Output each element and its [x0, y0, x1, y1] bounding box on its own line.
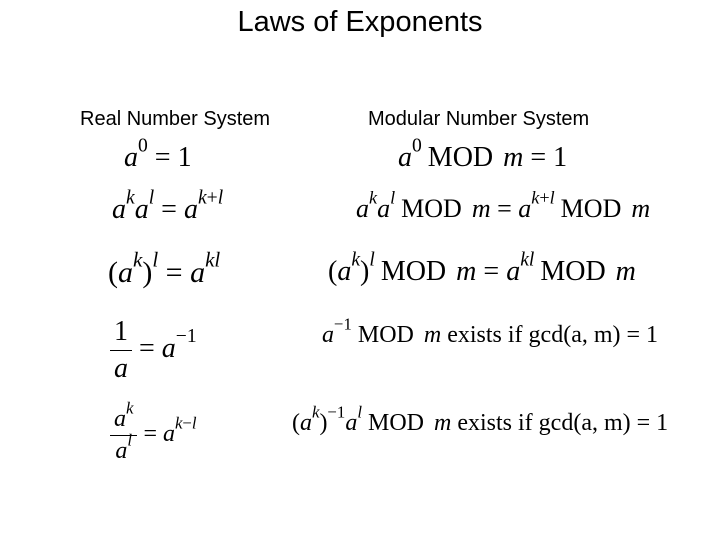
gcd-condition: gcd(a, m) = 1: [528, 322, 659, 348]
exists-if-text: exists if: [447, 322, 523, 348]
title-text: Laws of Exponents: [237, 6, 483, 38]
law-power-mod: $(a^k)^l$ MOD $m = a^{kl}$ MOD m: [328, 249, 636, 287]
law-inverse-real: $\frac{1}{a}$ = $a^{-1}$: [110, 316, 197, 385]
page-title: [0, 6, 720, 39]
law-zero-real: $a^0 = 1$: [124, 135, 192, 173]
law-product-mod: $a^ka^l$ MOD $m = a^{k+l}$ MOD m: [356, 187, 651, 223]
mod-keyword: MOD: [380, 256, 447, 287]
mod-keyword: MOD: [540, 256, 606, 287]
exists-if-text: exists if: [457, 410, 533, 436]
law-inverse-mod: $a^{-1}$ MOD m exists if gcd(a, m) = 1: [322, 314, 659, 348]
law-zero-mod: $a^0$ MOD m = 1: [398, 135, 568, 173]
law-product-real: $a^ka^l = a^{k+l}$: [112, 187, 224, 225]
column-header-real: Real Number System: [80, 108, 271, 130]
mod-keyword: MOD: [427, 142, 494, 173]
mod-keyword: MOD: [367, 410, 424, 436]
mod-keyword: MOD: [560, 194, 622, 223]
law-power-real: $(a^k)^l = a^{kl}$: [108, 247, 221, 289]
mod-keyword: MOD: [357, 322, 414, 348]
column-header-modular: Modular Number System: [368, 108, 590, 130]
law-quotient-mod: $(a^k)^{-1}a^l$ MOD m exists if gcd(a, m) = 1: [292, 402, 669, 436]
law-quotient-real: $\frac{a^k}{a^l}$ = $a^{k-l}$: [110, 406, 197, 465]
mod-keyword: MOD: [401, 194, 462, 223]
gcd-condition: gcd(a, m) = 1: [538, 410, 669, 436]
